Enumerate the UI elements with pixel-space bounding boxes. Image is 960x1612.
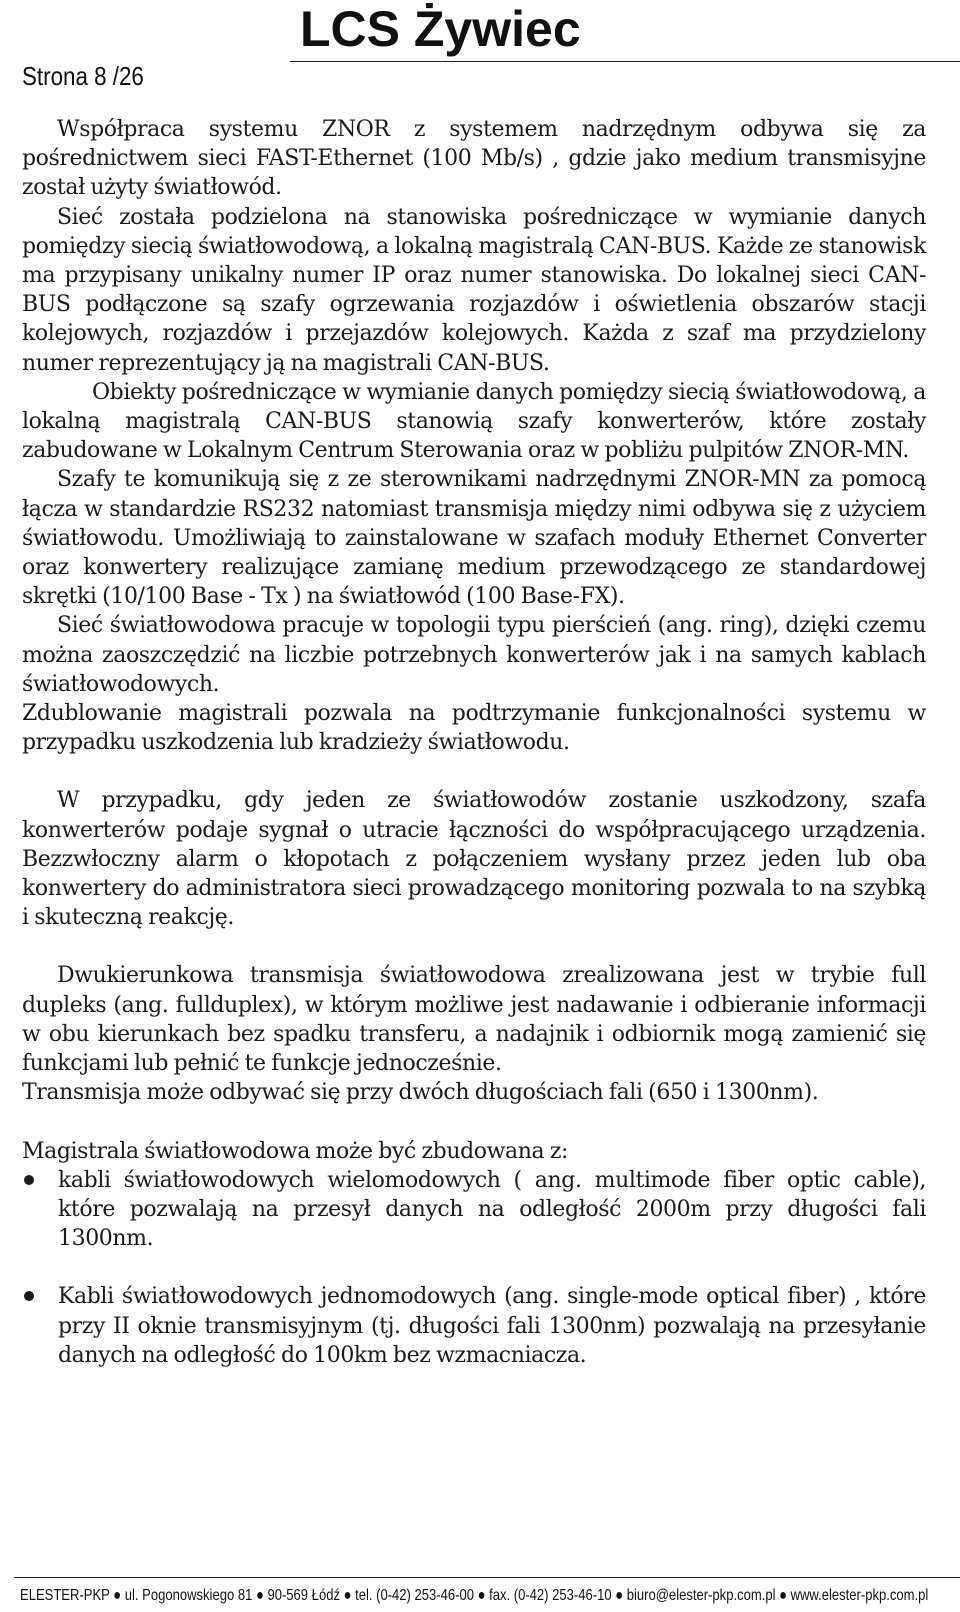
paragraph-5: Sieć światłowodowa pracuje w topologii typu pierścień (ang. ring), dzięki czemu można zaoszczędzić na liczbie potrzebnych konwerterów jak i na samych kablach światłowodowych. [22, 613, 926, 697]
document-body [22, 115, 926, 1370]
paragraph-2: Sieć została podzielona na stanowiska pośredniczące w wymianie danych pomiędzy siecią światłowodową, a lokalną magistralą CAN-BUS. Każde ze stanowisk ma przypisany unikalny numer IP oraz numer stanowiska. Do lokalnej sieci CAN-BUS podłączone są szafy ogrzewania rozjazdów i oświetlenia obszarów stacji kolejowych, rozjazdów i przejazdów kolejowych. Każda z szaf ma przydzielony numer reprezentujący ją na magistrali CAN-BUS. [22, 204, 926, 376]
paragraph-1: Współpraca systemu ZNOR z systemem nadrzędnym odbywa się za pośrednictwem sieci FAST-Ethernet (100 Mb/s) , gdzie jako medium transmisyjne został użyty światłowód. [22, 117, 926, 201]
page-title: LCS Żywiec [300, 1, 581, 57]
bullet-icon [24, 1175, 34, 1185]
footer-contact: ELESTER-PKP ● ul. Pogonowskiego 81 ● 90-569 Łódź ● tel. (0-42) 253-46-00 ● fax. (0-42) 253-46-10 ● biuro@elester-pkp.com.pl ● www.elester-pkp.com.pl [20, 1587, 929, 1604]
paragraph-6: Zdublowanie magistrali pozwala na podtrzymanie funkcjonalności systemu w przypadku uszkodzenia lub kradzieży światłowodu. [22, 701, 926, 756]
spacer [22, 757, 926, 786]
spacer [22, 932, 926, 961]
paragraph-10: Magistrala światłowodowa może być zbudowana z: [22, 1138, 569, 1164]
bullet-icon [24, 1291, 34, 1301]
list-item-text: Kabli światłowodowych jednomodowych (ang. single-mode optical fiber) , które przy II oknie transmisyjnym (tj. długości fali 1300nm) pozwalają na przesyłanie danych na odległość do 100km bez wzmacniacza. [58, 1284, 926, 1368]
list-item-text: kabli światłowodowych wielomodowych ( ang. multimode fiber optic cable), które pozwalają na przesył danych na odległość 2000m przy długości fali 1300nm. [58, 1167, 926, 1252]
footer-divider [14, 1577, 960, 1578]
paragraph-4: Szafy te komunikują się z ze sterownikami nadrzędnymi ZNOR-MN za pomocą łącza w standardzie RS232 natomiast transmisja między nimi odbywa się z użyciem światłowodu. Umożliwiają to zainstalowane w szafach moduły Ethernet Converter oraz konwertery realizujące zamianę medium przewodzącego ze standardowej skrętki (10/100 Base - Tx ) na światłowód (100 Base-FX). [22, 467, 926, 610]
spacer [22, 1108, 926, 1137]
paragraph-9: Transmisja może odbywać się przy dwóch długościach fali (650 i 1300nm). [22, 1080, 819, 1106]
list-item [22, 1282, 926, 1370]
header-divider [290, 61, 960, 62]
list-item [22, 1166, 926, 1254]
paragraph-7: W przypadku, gdy jeden ze światłowodów zostanie uszkodzony, szafa konwerterów podaje sygnał o utracie łączności do współpracującego urządzenia. Bezzwłoczny alarm o kłopotach z połączeniem wysłany przez jeden lub oba konwertery do administratora sieci prowadzącego monitoring pozwala to na szybką i skuteczną reakcję. [22, 788, 926, 931]
paragraph-3: Obiekty pośredniczące w wymianie danych pomiędzy siecią światłowodową, a lokalną magistralą CAN-BUS stanowią szafy konwerterów, które zostały zabudowane w Lokalnym Centrum Sterowania oraz w pobliżu pulpitów ZNOR-MN. [22, 379, 926, 464]
bullet-list [22, 1166, 926, 1370]
page-number: Strona 8 /26 [22, 61, 144, 91]
paragraph-8: Dwukierunkowa transmisja światłowodowa zrealizowana jest w trybie full dupleks (ang. fullduplex), w którym możliwe jest nadawanie i odbieranie informacji w obu kierunkach bez spadku transferu, a nadajnik i odbiornik mogą zamienić się funkcjami lub pełnić te funkcje jednocześnie. [22, 963, 926, 1077]
